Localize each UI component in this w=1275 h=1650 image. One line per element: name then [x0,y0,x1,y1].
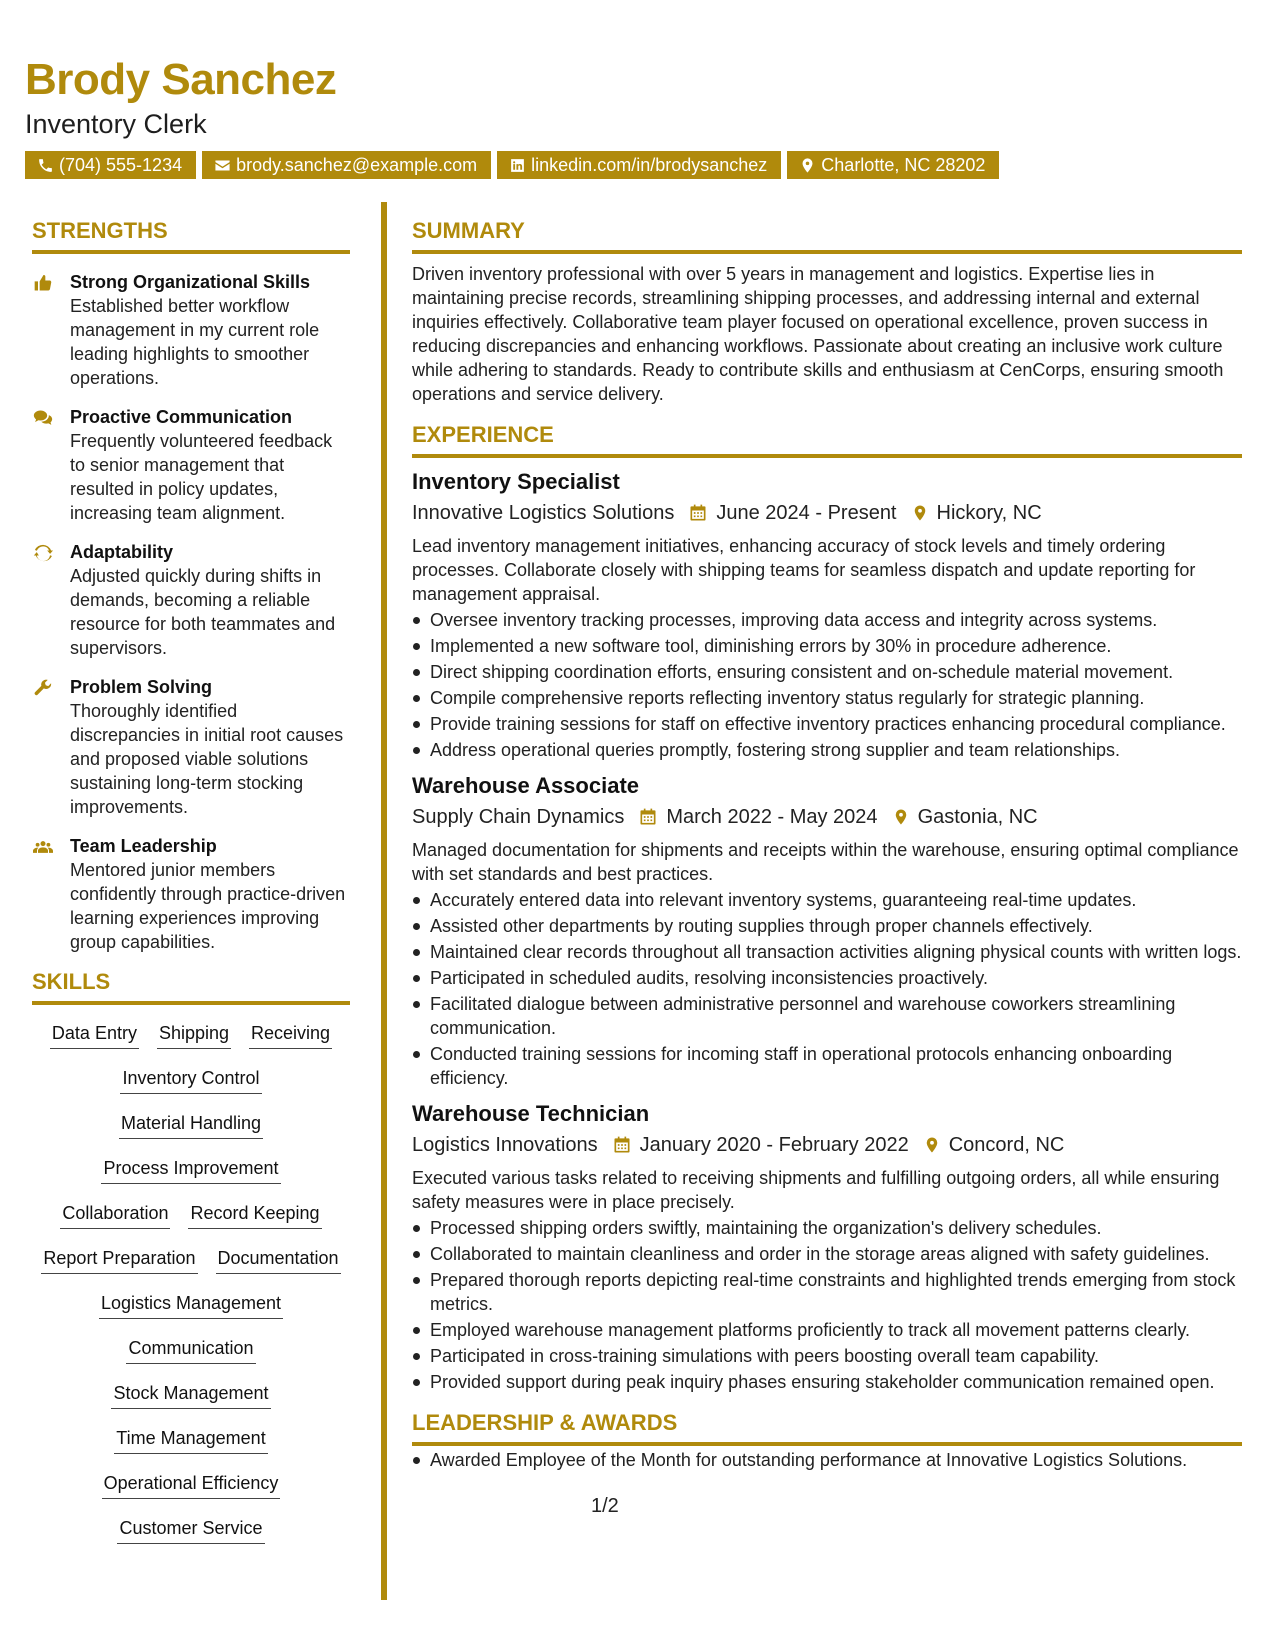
skill-tag: Report Preparation [41,1246,197,1274]
strengths-heading: STRENGTHS [32,218,350,254]
skills-heading: SKILLS [32,969,350,1005]
award-item: Awarded Employee of the Month for outstanding performance at Innovative Logistics Solutions. [430,1448,1242,1472]
bullet-item: Oversee inventory tracking processes, improving data access and integrity across systems. [430,608,1242,632]
contact-linkedin[interactable] [497,151,781,179]
skill-row [32,1148,350,1193]
bullet-item: Conducted training sessions for incoming staff in operational protocols enhancing onboarding efficiency. [430,1042,1242,1090]
candidate-title: Inventory Clerk [25,109,207,139]
skill-tag: Time Management [114,1426,267,1454]
map-marker-icon [892,807,910,827]
skill-tag: Inventory Control [120,1066,261,1094]
wrench-icon [32,678,54,698]
job-entry [412,1100,1242,1394]
skill-tag: Logistics Management [99,1291,283,1319]
bullet-item: Participated in scheduled audits, resolving inconsistencies proactively. [430,966,1242,990]
phone-icon [37,157,54,174]
skill-row [32,1508,350,1553]
job-meta [412,802,1242,832]
strength-item [32,540,350,660]
skill-tag: Shipping [157,1021,231,1049]
skill-tag: Material Handling [119,1111,263,1139]
strength-title: Team Leadership [70,836,217,856]
map-marker-icon [799,157,816,174]
job-company: Logistics Innovations [412,1134,598,1156]
job-location: Concord, NC [948,1134,1065,1156]
envelope-icon [214,157,231,174]
contact-phone[interactable] [25,151,196,179]
strength-desc: Adjusted quickly during shifts in demands, becoming a reliable resource for both teammates and supervisors. [70,566,336,658]
job-bullets [412,1216,1242,1394]
skill-tag: Collaboration [60,1201,170,1229]
skill-row [32,1373,350,1418]
contact-linkedin-text: linkedin.com/in/brodysanchez [531,155,768,175]
strength-title: Strong Organizational Skills [70,272,311,292]
job-dates: June 2024 - Present [716,502,897,524]
page-number: 1/2 [591,1495,619,1517]
job-company: Innovative Logistics Solutions [412,502,675,524]
skill-tag: Customer Service [117,1516,264,1544]
summary-text: Driven inventory professional with over 5 years in management and logistics. Expertise lies in maintaining precise records, streamlining shipping processes, and addressing internal and external inquiries effectively. Collaborative team player focused on operational excellence, proven success in reducing discrepancies and enhancing workflows. Passionate about creating an inclusive work culture while adhering to standards. Ready to contribute skills and enthusiasm at CenCorps, ensuring smooth operations and service delivery. [412,264,1224,404]
skill-tag: Record Keeping [188,1201,321,1229]
job-description: Lead inventory management initiatives, enhancing accuracy of stock levels and timely ordering processes. Collaborate closely with shipping teams for seamless dispatch and update reporting for management appraisal. [412,536,1196,604]
skill-tag: Receiving [249,1021,332,1049]
awards-list [412,1448,1242,1472]
strength-title: Adaptability [70,542,174,562]
strength-item [32,405,350,525]
job-meta [412,498,1242,528]
strength-item [32,270,350,390]
skill-row [32,1463,350,1508]
job-meta [412,1130,1242,1160]
users-icon [32,837,54,857]
job-title: Warehouse Associate [412,773,640,798]
skills-list [32,1013,350,1553]
calendar-icon [688,503,708,523]
sync-icon [32,543,54,563]
skill-row [32,1058,350,1103]
comments-icon [32,408,54,428]
skill-tag: Process Improvement [101,1156,280,1184]
job-bullets [412,888,1242,1090]
job-description: Managed documentation for shipments and receipts within the warehouse, ensuring optimal compliance with set standards and best practices. [412,840,1239,884]
calendar-icon [612,1135,632,1155]
job-location: Gastonia, NC [917,806,1038,828]
skill-tag: Data Entry [50,1021,139,1049]
strength-desc: Frequently volunteered feedback to senior management that resulted in policy updates, increasing team alignment. [70,431,333,523]
left-column [32,218,350,1553]
contact-bar [25,151,999,179]
awards-heading: LEADERSHIP & AWARDS [412,1410,1242,1446]
skill-tag: Stock Management [111,1381,270,1409]
column-divider [381,202,387,1600]
strength-item [32,834,350,954]
bullet-item: Collaborated to maintain cleanliness and order in the storage areas aligned with safety guidelines. [430,1242,1242,1266]
strength-title: Proactive Communication [70,407,293,427]
skill-tag: Operational Efficiency [102,1471,281,1499]
right-column [412,218,1242,1472]
job-location: Hickory, NC [936,502,1042,524]
strength-title: Problem Solving [70,677,213,697]
contact-email-text: brody.sanchez@example.com [236,155,478,175]
skill-row [32,1283,350,1328]
bullet-item: Prepared thorough reports depicting real-time constraints and highlighted trends emerging from stock metrics. [430,1268,1242,1316]
job-entry [412,772,1242,1090]
map-marker-icon [923,1135,941,1155]
strength-item [32,675,350,819]
contact-email[interactable] [202,151,491,179]
contact-location [787,151,999,179]
bullet-item: Address operational queries promptly, fostering strong supplier and team relationships. [430,738,1242,762]
skill-row [32,1418,350,1463]
bullet-item: Facilitated dialogue between administrative personnel and warehouse coworkers streamlining communication. [430,992,1242,1040]
job-description: Executed various tasks related to receiving shipments and fulfilling outgoing orders, all while ensuring safety measures were in place precisely. [412,1168,1220,1212]
strength-desc: Mentored junior members confidently through practice-driven learning experiences improving group capabilities. [70,860,346,952]
summary-heading: SUMMARY [412,218,1242,254]
linkedin-icon [509,157,526,174]
calendar-icon [638,807,658,827]
experience-heading: EXPERIENCE [412,422,1242,458]
strength-desc: Thoroughly identified discrepancies in initial root causes and proposed viable solutions sustaining long-term stocking improvements. [70,701,344,817]
bullet-item: Compile comprehensive reports reflecting inventory status regularly for strategic planning. [430,686,1242,710]
bullet-item: Direct shipping coordination efforts, ensuring consistent and on-schedule material movement. [430,660,1242,684]
bullet-item: Accurately entered data into relevant inventory systems, guaranteeing real-time updates. [430,888,1242,912]
skill-tag: Documentation [216,1246,341,1274]
skill-row [32,1328,350,1373]
bullet-item: Provide training sessions for staff on effective inventory practices enhancing procedural compliance. [430,712,1242,736]
skill-row [32,1013,350,1058]
bullet-item: Processed shipping orders swiftly, maintaining the organization's delivery schedules. [430,1216,1242,1240]
job-bullets [412,608,1242,762]
bullet-item: Provided support during peak inquiry phases ensuring stakeholder communication remained open. [430,1370,1242,1394]
job-dates: January 2020 - February 2022 [639,1134,909,1156]
strength-desc: Established better workflow management in my current role leading highlights to smoother operations. [70,296,320,388]
contact-phone-text: (704) 555-1234 [59,155,183,175]
contact-location-text: Charlotte, NC 28202 [821,155,986,175]
skill-row [32,1103,350,1148]
skill-tag: Communication [126,1336,255,1364]
bullet-item: Participated in cross-training simulations with peers boosting overall team capability. [430,1344,1242,1368]
bullet-item: Employed warehouse management platforms proficiently to track all movement patterns clearly. [430,1318,1242,1342]
bullet-item: Implemented a new software tool, diminishing errors by 30% in procedure adherence. [430,634,1242,658]
job-title: Warehouse Technician [412,1101,650,1126]
bullet-item: Maintained clear records throughout all transaction activities aligning physical counts with written logs. [430,942,1242,962]
skill-row [32,1193,350,1238]
job-entry [412,468,1242,762]
skill-row [32,1238,350,1283]
thumbs-up-icon [32,273,54,293]
job-company: Supply Chain Dynamics [412,806,625,828]
candidate-name: Brody Sanchez [25,55,337,104]
bullet-item: Assisted other departments by routing supplies through proper channels effectively. [430,914,1242,938]
job-title: Inventory Specialist [412,469,620,494]
strengths-list [32,270,350,954]
job-dates: March 2022 - May 2024 [666,806,878,828]
map-marker-icon [911,503,929,523]
